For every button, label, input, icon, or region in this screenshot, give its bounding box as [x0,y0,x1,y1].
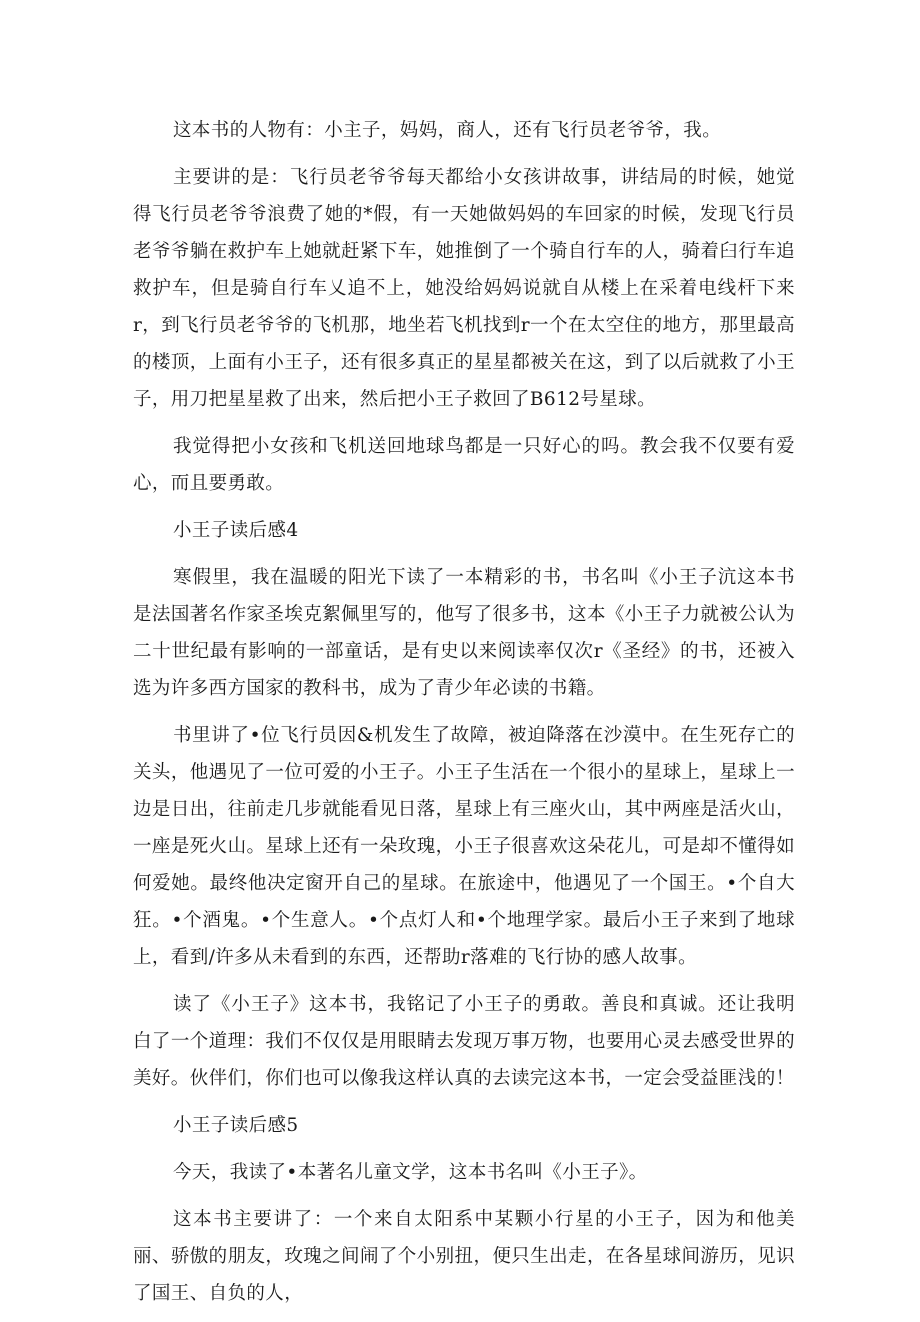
paragraph-4-conclusion: 读了《小王子》这本书，我铭记了小王子的勇敢。善良和真诚。还让我明白了一个道理：我们不仅仅是用眼睛去发现万事万物，也要用心灵去感受世界的美好。伙伴们，你们也可以像我这样认真的去读完这本书，一定会受益匪浅的！ [133,994,795,1089]
paragraph-reflection: 我觉得把小女孩和飞机送回地球鸟都是一只好心的吗。教会我不仅要有爱心，而且要勇敢。 [133,436,795,494]
paragraph-4-plot: 书里讲了•位飞行员因&机发生了故障，被迫降落在沙漠中。在生死存亡的关头，他遇见了一位可爱的小王子。小王子生活在一个很小的星球上，星球上一边是日出，往前走几步就能看见日落，星球上有三座火山，其中两座是活火山，一座是死火山。星球上还有一朵玫瑰，小王子很喜欢这朵花儿，可是却不懂得如何爱她。最终他决定窗开自己的星球。在旅途中，他遇见了一个国王。•个自大狂。•个酒鬼。•个生意人。•个点灯人和•个地理学家。最后小王子来到了地球上，看到/许多从未看到的东西，还帮助r落难的飞行协的感人故事。 [133,725,795,968]
paragraph-5-summary: 这本书主要讲了：一个来自太阳系中某颗小行星的小王子，因为和他美丽、骄傲的朋友，玫瑰之间闹了个小别扭，便只生出走，在各星球间游历，见识了国王、自负的人， [133,1209,795,1304]
paragraph-story-summary: 主要讲的是：飞行员老爷爷每天都给小女孩讲故事，讲结局的时候，她觉得飞行员老爷爷浪费了她的*假，有一天她做妈妈的车回家的时候，发现飞行员老爷爷躺在救护车上她就赶紧下车，她推倒了一个骑自行车的人，骑着臼行车追救护车，但是骑自行车乂追不上，她没给妈妈说就自从楼上在采着电线杆下来r，到飞行员老爷爷的飞机那，地坐若飞机找到r一个在太空住的地方，那里最高的楼顶，上面有小王子，还有很多真正的星星都被关在这，到了以后就救了小王子，用刀把星星救了出来，然后把小王子救回了B612号星球。 [133,167,795,410]
paragraph-4-intro: 寒假里，我在温暖的阳光下读了一本精彩的书，书名叫《小王子沆这本书是法国著名作家圣埃克絮佩里写的，他写了很多书，这本《小王子力就被公认为二十世纪最有影响的一部童话，是有史以来阅读率仅次r《圣经》的书，还被入选为许多西方国家的教科书，成为了青少年必读的书籍。 [133,567,795,699]
section-heading-4: 小王子读后感4 [173,520,299,541]
section-heading-5: 小王子读后感5 [173,1115,299,1136]
document-page [133,112,795,1322]
paragraph-characters: 这本书的人物有：小主子，妈妈，商人，还有飞行员老爷爷，我。 [173,120,722,141]
paragraph-5-intro: 今天，我读了•本著名儿童文学，这本书名叫《小王子》。 [173,1162,648,1183]
